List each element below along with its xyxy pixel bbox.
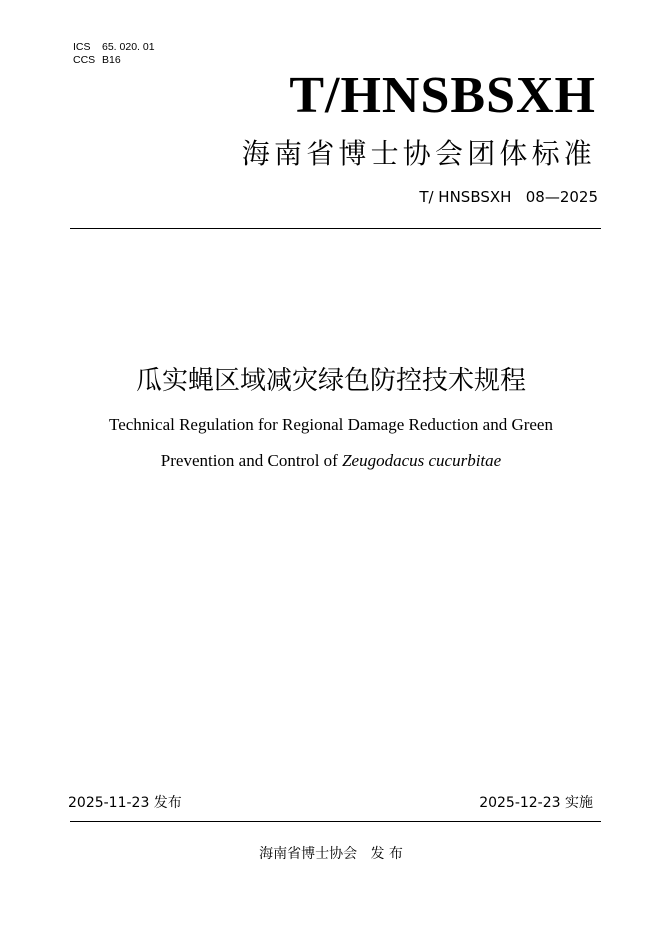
ics-label: ICS: [73, 41, 91, 53]
ics-value: 65. 020. 01: [102, 41, 155, 53]
effective-date: 2025-12-23 实施: [479, 795, 593, 811]
ccs-label: CCS: [73, 54, 96, 66]
top-divider: [70, 228, 601, 229]
title-english-prefix: Prevention and Control of: [160, 451, 343, 470]
bottom-divider: [70, 821, 601, 822]
ccs-value: B16: [102, 54, 121, 66]
organization-code: T/HNSBSXH: [289, 67, 596, 124]
title-chinese: 瓜实蝇区域减灾绿色防控技术规程: [135, 366, 526, 396]
ics-code: [73, 41, 155, 54]
standard-number: T/ HNSBSXH 08—2025: [419, 188, 598, 206]
title-english-line1: Technical Regulation for Regional Damage Reduction and Green: [109, 415, 553, 434]
publisher: 海南省博士协会 发 布: [259, 846, 403, 862]
organization-standard-name: 海南省博士协会团体标准: [241, 137, 596, 170]
title-english-line2: [0, 450, 662, 472]
publish-date: 2025-11-23 发布: [68, 795, 182, 811]
ccs-code: [73, 54, 121, 67]
species-name: Zeugodacus cucurbitae: [342, 451, 502, 470]
